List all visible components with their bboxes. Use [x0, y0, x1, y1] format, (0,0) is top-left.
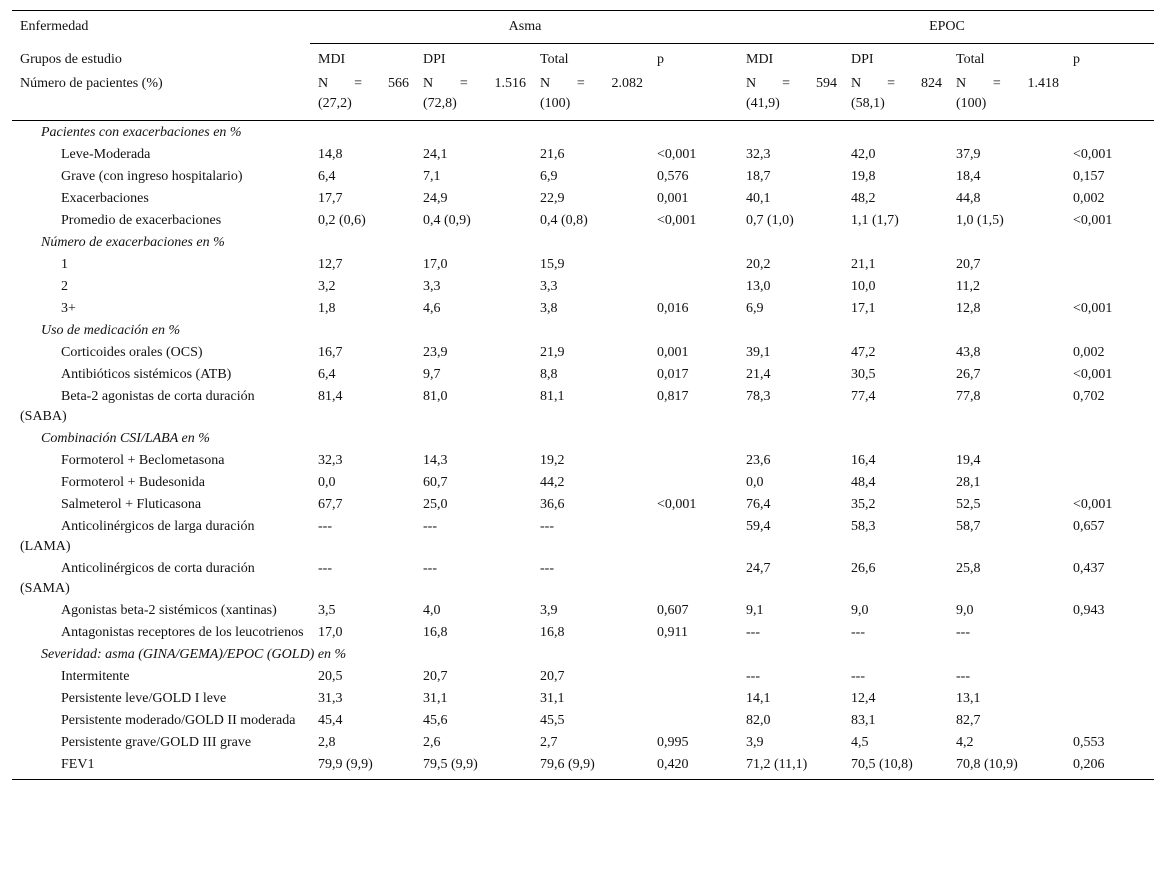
col-header: Total — [540, 52, 569, 67]
table-cell: 16,8 — [540, 625, 565, 640]
table-cell: 81,1 — [540, 389, 565, 404]
table-cell: 21,9 — [540, 345, 565, 360]
row-label: Antibióticos sistémicos (ATB) — [61, 367, 232, 382]
patients-count-eq: = — [887, 76, 896, 91]
table-cell: --- — [956, 669, 970, 684]
col-header: p — [1073, 52, 1080, 67]
table-cell: --- — [956, 625, 970, 640]
table-cell: 1,8 — [318, 301, 336, 316]
table-cell: 43,8 — [956, 345, 981, 360]
table-cell: 0,2 (0,6) — [318, 213, 366, 228]
section-row — [12, 121, 1154, 144]
table-cell: --- — [540, 561, 554, 576]
table-cell: 0,7 (1,0) — [746, 213, 794, 228]
table-cell: 3,2 — [318, 279, 336, 294]
table-cell: 9,7 — [423, 367, 441, 382]
row-label: Persistente moderado/GOLD II moderada — [61, 713, 296, 728]
patients-count-n: N — [956, 76, 967, 91]
row-label: Corticoides orales (OCS) — [61, 345, 203, 360]
table-row — [12, 709, 1154, 731]
patients-count-v: 1.418 — [1027, 76, 1059, 91]
table-cell: 45,5 — [540, 713, 565, 728]
table-row — [12, 471, 1154, 493]
row-label: Formoterol + Budesonida — [61, 475, 205, 490]
table-cell: 20,7 — [540, 669, 565, 684]
table-cell: 3,9 — [540, 603, 558, 618]
patients-count-eq: = — [992, 76, 1001, 91]
table-cell: --- — [851, 669, 865, 684]
epoc-group-header: EPOC — [738, 11, 1154, 44]
table-cell: 0,553 — [1073, 735, 1105, 750]
section-heading: Pacientes con exacerbaciones en % — [41, 125, 242, 140]
table-cell: 37,9 — [956, 147, 981, 162]
table-cell: --- — [851, 625, 865, 640]
table-cell: --- — [746, 669, 760, 684]
col-header: MDI — [318, 52, 346, 67]
table-cell: 79,5 (9,9) — [415, 753, 532, 780]
patients-count-pct: (72,8) — [423, 96, 457, 111]
table-cell: 76,4 — [746, 497, 771, 512]
table-body — [12, 121, 1154, 780]
table-cell: 48,4 — [851, 475, 876, 490]
table-cell: 30,5 — [851, 367, 876, 382]
table-row — [12, 297, 1154, 319]
table-cell: <0,001 — [657, 147, 697, 162]
patients-count-n: N — [746, 76, 757, 91]
col-header: DPI — [851, 52, 874, 67]
table-cell: <0,001 — [1073, 213, 1113, 228]
table-cell: 78,3 — [746, 389, 771, 404]
table-cell: 0,607 — [657, 603, 689, 618]
table-row — [12, 493, 1154, 515]
table-cell — [1065, 253, 1154, 275]
patients-count-pct: (27,2) — [318, 96, 352, 111]
table-cell: 4,2 — [956, 735, 974, 750]
table-cell: 19,8 — [851, 169, 876, 184]
table-cell: 0,420 — [649, 753, 738, 780]
section-row — [12, 319, 1154, 341]
disease-label: Enfermedad — [12, 11, 310, 44]
table-cell: 28,1 — [956, 475, 981, 490]
patients-count-n: N — [318, 76, 329, 91]
table-cell: 44,2 — [540, 475, 565, 490]
table-cell — [1065, 687, 1154, 709]
table-cell — [649, 709, 738, 731]
col-header: Total — [956, 52, 985, 67]
table-cell: 2,8 — [318, 735, 336, 750]
table-cell — [1065, 665, 1154, 687]
table-row — [12, 143, 1154, 165]
table-cell: 0,995 — [657, 735, 689, 750]
table-cell: 6,9 — [746, 301, 764, 316]
table-cell: 0,157 — [1073, 169, 1105, 184]
table-cell: 0,817 — [657, 389, 689, 404]
table-cell: 0,0 — [318, 475, 336, 490]
table-cell: 79,6 (9,9) — [532, 753, 649, 780]
table-cell: 83,1 — [851, 713, 876, 728]
patients-count-pct: (100) — [956, 96, 987, 111]
table-cell: 16,7 — [318, 345, 343, 360]
patients-count-cell — [738, 74, 843, 121]
col-header: p — [657, 52, 664, 67]
table-cell: 14,8 — [318, 147, 343, 162]
table-cell: 7,1 — [423, 169, 441, 184]
table-row — [12, 753, 1154, 780]
patients-count-cell — [1065, 74, 1154, 121]
table-row — [12, 275, 1154, 297]
patients-count-eq: = — [576, 76, 585, 91]
patients-count-cell — [649, 74, 738, 121]
table-cell: 10,0 — [851, 279, 876, 294]
table-cell: 16,4 — [851, 453, 876, 468]
section-heading: Uso de medicación en % — [41, 323, 181, 338]
table-cell: 0,4 (0,9) — [423, 213, 471, 228]
patients-count-n: N — [540, 76, 551, 91]
table-cell: 77,4 — [851, 389, 876, 404]
table-cell: 26,6 — [851, 561, 876, 576]
table-cell: 44,8 — [956, 191, 981, 206]
table-cell — [1065, 709, 1154, 731]
row-label: Anticolinérgicos de corta duración (SAMA) — [20, 561, 255, 596]
table-cell: 82,0 — [746, 713, 771, 728]
table-cell: 16,8 — [423, 625, 448, 640]
header-row-patients — [12, 74, 1154, 121]
table-cell: 23,9 — [423, 345, 448, 360]
table-cell: <0,001 — [657, 497, 697, 512]
table-row — [12, 449, 1154, 471]
table-cell: 20,7 — [423, 669, 448, 684]
patients-count-pct: (100) — [540, 96, 571, 111]
table-cell: 17,0 — [423, 257, 448, 272]
table-cell: 24,9 — [423, 191, 448, 206]
table-cell: 9,1 — [746, 603, 764, 618]
table-cell: 19,4 — [956, 453, 981, 468]
table-cell: 45,4 — [318, 713, 343, 728]
table-cell: 82,7 — [956, 713, 981, 728]
patients-count-v: 824 — [921, 76, 942, 91]
table-cell: 17,0 — [318, 625, 343, 640]
table-cell: 21,6 — [540, 147, 565, 162]
table-cell: 21,4 — [746, 367, 771, 382]
row-label: Exacerbaciones — [61, 191, 149, 206]
row-label: Leve-Moderada — [61, 147, 151, 162]
table-cell — [649, 253, 738, 275]
table-cell: 14,1 — [746, 691, 771, 706]
table-cell: 17,1 — [851, 301, 876, 316]
patients-count-eq: = — [459, 76, 468, 91]
table-cell: 40,1 — [746, 191, 771, 206]
table-cell: 4,5 — [851, 735, 869, 750]
table-cell: 23,6 — [746, 453, 771, 468]
table-cell: 6,4 — [318, 169, 336, 184]
row-label: Beta-2 agonistas de corta duración (SABA) — [20, 389, 255, 424]
table-cell: 20,5 — [318, 669, 343, 684]
table-row — [12, 621, 1154, 643]
table-cell: 31,1 — [540, 691, 565, 706]
table-row — [12, 665, 1154, 687]
section-heading: Número de exacerbaciones en % — [41, 235, 225, 250]
table-cell: 4,0 — [423, 603, 441, 618]
row-label: 3+ — [61, 301, 76, 316]
table-cell: <0,001 — [1073, 147, 1113, 162]
table-cell: 11,2 — [956, 279, 980, 294]
table-cell: 6,9 — [540, 169, 558, 184]
table-cell: 25,8 — [956, 561, 981, 576]
table-cell: 60,7 — [423, 475, 448, 490]
table-cell: 58,7 — [956, 519, 981, 534]
table-cell: 0,576 — [657, 169, 689, 184]
table-cell: --- — [423, 561, 437, 576]
table-row — [12, 187, 1154, 209]
table-cell: 47,2 — [851, 345, 876, 360]
table-cell: 0,657 — [1073, 519, 1105, 534]
row-label: 2 — [61, 279, 68, 294]
table-cell: 14,3 — [423, 453, 448, 468]
asma-group-header: Asma — [310, 11, 738, 44]
table-row — [12, 515, 1154, 557]
patients-count-n: N — [423, 76, 434, 91]
table-row — [12, 209, 1154, 231]
table-cell: 0,0 — [746, 475, 764, 490]
table-cell: 18,4 — [956, 169, 981, 184]
patients-count-cell — [948, 74, 1065, 121]
table-row — [12, 599, 1154, 621]
table-cell: 32,3 — [746, 147, 771, 162]
table-cell: 0,002 — [1073, 191, 1105, 206]
patients-count-eq: = — [354, 76, 363, 91]
patients-label: Número de pacientes (%) — [12, 74, 310, 121]
table-cell: 24,1 — [423, 147, 448, 162]
table-cell: <0,001 — [1073, 301, 1113, 316]
table-cell: <0,001 — [657, 213, 697, 228]
table-cell: <0,001 — [1073, 497, 1113, 512]
table-row — [12, 557, 1154, 599]
table-cell: 39,1 — [746, 345, 771, 360]
table-cell: 81,0 — [423, 389, 448, 404]
col-header: DPI — [423, 52, 446, 67]
table-cell — [649, 275, 738, 297]
row-label: Agonistas beta-2 sistémicos (xantinas) — [61, 603, 277, 618]
table-cell: 0,017 — [657, 367, 689, 382]
table-cell: 3,5 — [318, 603, 336, 618]
patients-count-pct: (41,9) — [746, 96, 780, 111]
table-cell: 2,7 — [540, 735, 558, 750]
table-cell: 0,943 — [1073, 603, 1105, 618]
row-label: FEV1 — [12, 753, 310, 780]
table-row — [12, 363, 1154, 385]
table-cell — [1065, 275, 1154, 297]
patients-count-v: 594 — [816, 76, 837, 91]
patients-count-cell — [415, 74, 532, 121]
table-cell: 12,8 — [956, 301, 981, 316]
table-cell — [1065, 621, 1154, 643]
table-cell: 81,4 — [318, 389, 343, 404]
table-row — [12, 731, 1154, 753]
table-cell: 3,9 — [746, 735, 764, 750]
row-label: Anticolinérgicos de larga duración (LAMA) — [20, 519, 255, 554]
section-heading: Severidad: asma (GINA/GEMA)/EPOC (GOLD) en % — [41, 647, 347, 662]
table-row — [12, 341, 1154, 363]
patients-count-v: 566 — [388, 76, 409, 91]
table-cell: 70,5 (10,8) — [843, 753, 948, 780]
table-cell: 77,8 — [956, 389, 981, 404]
table-cell: 6,4 — [318, 367, 336, 382]
patients-count-v: 1.516 — [494, 76, 526, 91]
section-heading: Combinación CSI/LABA en % — [41, 431, 210, 446]
row-label: Persistente leve/GOLD I leve — [61, 691, 227, 706]
table-cell — [649, 557, 738, 599]
table-cell: 20,7 — [956, 257, 981, 272]
patients-count-n: N — [851, 76, 862, 91]
data-table — [12, 10, 1154, 780]
patients-count-pct: (58,1) — [851, 96, 885, 111]
table-cell: <0,001 — [1073, 367, 1113, 382]
table-cell — [1065, 471, 1154, 493]
patients-count-cell — [310, 74, 415, 121]
patients-count-cell — [532, 74, 649, 121]
section-row — [12, 643, 1154, 665]
col-header: MDI — [746, 52, 774, 67]
table-cell: 42,0 — [851, 147, 876, 162]
table-cell: 4,6 — [423, 301, 441, 316]
table-cell: 9,0 — [851, 603, 869, 618]
table-cell: 32,3 — [318, 453, 343, 468]
table-cell: 8,8 — [540, 367, 558, 382]
patients-count-v: 2.082 — [611, 76, 643, 91]
row-label: Persistente grave/GOLD III grave — [61, 735, 252, 750]
table-cell: 31,3 — [318, 691, 343, 706]
table-cell: 0,016 — [657, 301, 689, 316]
table-cell: --- — [540, 519, 554, 534]
table-cell: 1,1 (1,7) — [851, 213, 899, 228]
table-cell: --- — [423, 519, 437, 534]
table-cell: 2,6 — [423, 735, 441, 750]
table-cell: 67,7 — [318, 497, 343, 512]
table-cell: 48,2 — [851, 191, 876, 206]
patients-count-eq: = — [782, 76, 791, 91]
table-cell: 3,8 — [540, 301, 558, 316]
row-label: Formoterol + Beclometasona — [61, 453, 225, 468]
table-cell: 52,5 — [956, 497, 981, 512]
table-cell: 71,2 (11,1) — [738, 753, 843, 780]
row-label: 1 — [61, 257, 68, 272]
table-cell: 45,6 — [423, 713, 448, 728]
table-cell: 18,7 — [746, 169, 771, 184]
table-cell: 19,2 — [540, 453, 565, 468]
table-cell: 59,4 — [746, 519, 771, 534]
table-cell: 0,001 — [657, 191, 689, 206]
table-cell: 13,1 — [956, 691, 981, 706]
table-cell: 3,3 — [540, 279, 558, 294]
table-cell — [649, 665, 738, 687]
table-cell: 0,001 — [657, 345, 689, 360]
table-cell: 0,702 — [1073, 389, 1105, 404]
table-cell: 0,911 — [657, 625, 688, 640]
section-row — [12, 231, 1154, 253]
table-cell: 31,1 — [423, 691, 448, 706]
table-cell — [649, 515, 738, 557]
table-cell: 70,8 (10,9) — [948, 753, 1065, 780]
table-cell: 0,4 (0,8) — [540, 213, 588, 228]
table-cell: 15,9 — [540, 257, 565, 272]
row-label: Promedio de exacerbaciones — [61, 213, 222, 228]
section-row — [12, 427, 1154, 449]
groups-label: Grupos de estudio — [20, 51, 122, 67]
table-cell: 79,9 (9,9) — [310, 753, 415, 780]
row-label: Intermitente — [61, 669, 130, 684]
table-cell: 24,7 — [746, 561, 771, 576]
table-cell: 0,437 — [1073, 561, 1105, 576]
table-cell: --- — [746, 625, 760, 640]
table-cell: 1,0 (1,5) — [956, 213, 1004, 228]
header-row-disease — [12, 11, 1154, 44]
table-cell: 13,0 — [746, 279, 771, 294]
patients-count-cell — [843, 74, 948, 121]
table-cell — [649, 471, 738, 493]
table-cell — [1065, 449, 1154, 471]
table-cell: 17,7 — [318, 191, 343, 206]
table-row — [12, 687, 1154, 709]
table-cell: 25,0 — [423, 497, 448, 512]
table-cell: 58,3 — [851, 519, 876, 534]
table-cell: 35,2 — [851, 497, 876, 512]
table-cell: 12,7 — [318, 257, 343, 272]
table-row — [12, 253, 1154, 275]
table-cell — [649, 687, 738, 709]
table-row — [12, 165, 1154, 187]
table-row — [12, 385, 1154, 427]
table-cell: 0,206 — [1065, 753, 1154, 780]
table-cell: 36,6 — [540, 497, 565, 512]
table-cell: 0,002 — [1073, 345, 1105, 360]
table-cell: 21,1 — [851, 257, 876, 272]
table-cell: 20,2 — [746, 257, 771, 272]
row-label: Grave (con ingreso hospitalario) — [61, 169, 243, 184]
table-cell: 3,3 — [423, 279, 441, 294]
table-cell: 26,7 — [956, 367, 981, 382]
table-cell: 12,4 — [851, 691, 876, 706]
table-cell: 22,9 — [540, 191, 565, 206]
table-cell: --- — [318, 561, 332, 576]
row-label: Antagonistas receptores de los leucotrienos — [61, 625, 304, 640]
table-cell — [649, 449, 738, 471]
row-label: Salmeterol + Fluticasona — [61, 497, 202, 512]
table-cell: 9,0 — [956, 603, 974, 618]
table-cell: --- — [318, 519, 332, 534]
header-row-groups — [12, 44, 1154, 75]
